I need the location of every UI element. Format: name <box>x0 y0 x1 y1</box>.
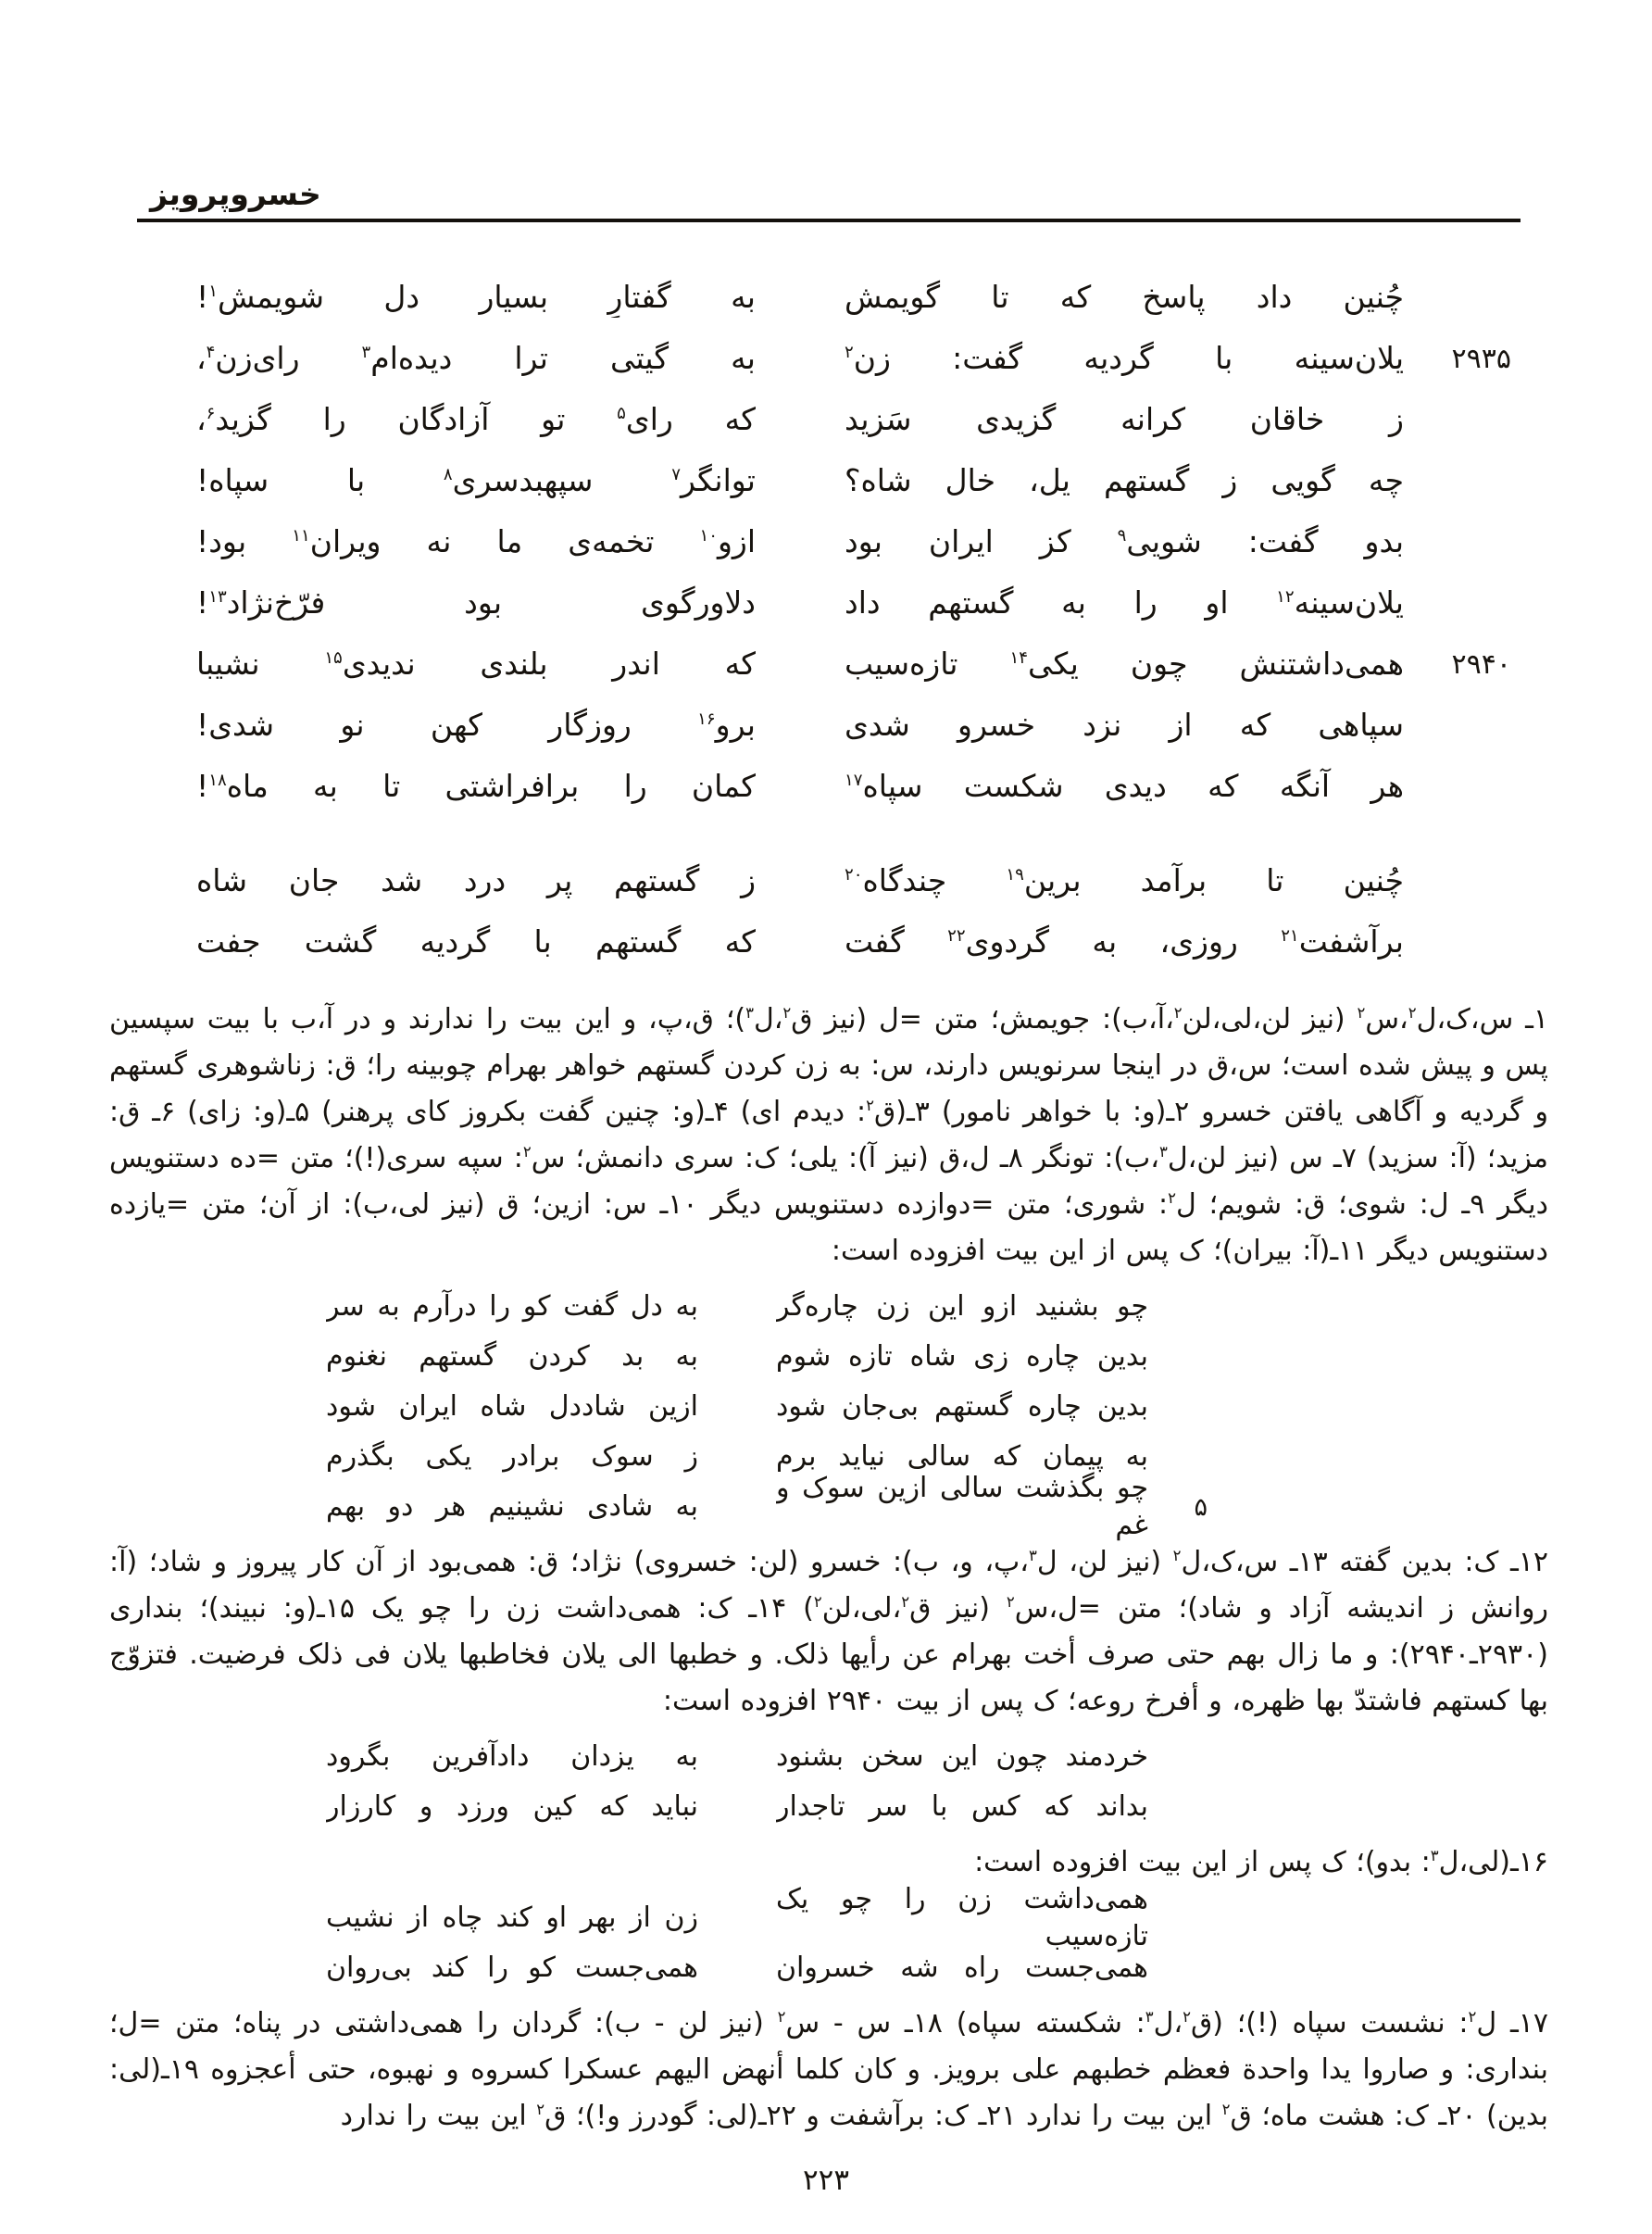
hemistich-first: بدین چاره گستهم بی‌جان شود <box>776 1389 1148 1423</box>
couplet <box>326 1471 1208 1541</box>
couplet <box>196 328 1511 389</box>
hemistich-first: ز خاقان کرانه گزیدی سَزید <box>845 400 1404 437</box>
hemistich-first: بدین چاره زی شاه تازه شوم <box>776 1339 1148 1373</box>
couplet <box>326 1382 1208 1432</box>
apparatus-paragraph: ۱ـ س،ک،ل$^۲$،س$^۲$ (نیز لن،لی،لن$^۲$،آ،ب): جویمش؛ متن =ل (نیز ق$^۲$،ل$^۳$)؛ ق،پ، و این بیت را ندارند و در آ،ب با بیت سپسین پس و پیش شده است؛ س،ق در اینجا سرنویس دارند، س: به زن کردن گستهم خواهر بهرام چوبینه را؛ ق: زناشوهری گستهم و گردیه و آگاهی یافتن خسرو ۲ـ(و: با خواهر نامور) ۳ـ(ق$^۲$: دیدم ای) ۴ـ(و: چنین گفت بکروز کای پرهنر) ۵ـ(و: زای) ۶ـ ق: مزید؛ (آ: سزید) ۷ـ س (نیز لن،ل$^۳$،ب): تونگر ۸ـ ل،ق (نیز آ): یلی؛ ک: سری دانمش؛ س$^۲$: سپه سری(!)؛ متن =ده دستنویس دیگر ۹ـ ل: شوی؛ ق: شویم؛ ل$^۲$: شوری؛ متن =دوازده دستنویس دیگر ۱۰ـ س: ازین؛ ق (نیز لی،ب): از آن؛ متن =یازده دستنویس دیگر ۱۱ـ(آ: بیران)؛ ک پس از این بیت افزوده است: <box>109 1003 1548 1267</box>
couplet <box>196 389 1511 450</box>
couplet <box>196 267 1511 328</box>
hemistich-second: به بد کردن گستهم نغنوم <box>326 1339 698 1373</box>
footnote-ref: ۳ <box>1145 2008 1154 2026</box>
footnote-ref: ۲ <box>1221 2101 1231 2118</box>
hemistich-first: بدو گفت: شویی$^۹$ کز ایران بود <box>845 522 1404 559</box>
hemistich-second: زن از بهر او کند چاه از نشیب <box>326 1901 698 1934</box>
couplet <box>196 850 1511 911</box>
footnote-ref: ۲ <box>1408 1004 1417 1022</box>
footnote-ref: ۲ <box>813 1593 822 1611</box>
hemistich-first: خردمند چون این سخن بشنود <box>776 1739 1148 1773</box>
hemistich-first: یلان‌سینه$^{۱۲}$ او را به گستهم داد <box>845 584 1404 621</box>
chapter-title: خسروپرویز <box>150 176 321 212</box>
footnote-ref: ۱۲ <box>1276 586 1295 607</box>
footnote-ref: ۱ <box>208 281 218 301</box>
hemistich-first: سپاهی که از نزد خسرو شدی <box>845 706 1404 743</box>
footnote-ref: ۱۷ <box>845 770 863 790</box>
hemistich-first: یلان‌سینه با گردیه گفت: زن$^۲$ <box>845 339 1404 376</box>
footnote-ref: ۲ <box>1468 2008 1477 2026</box>
verse-number: ۵ <box>1194 1492 1208 1522</box>
footnote-ref: ۱۸ <box>208 770 227 790</box>
footnote-ref: ۲ <box>777 2008 786 2026</box>
footnote-ref: ۳ <box>361 342 371 362</box>
page-number: ۲۲۳ <box>803 2164 849 2197</box>
hemistich-second: همی‌جست کو را کند بی‌روان <box>326 1951 698 1984</box>
footnote-ref: ۲ <box>901 1593 910 1611</box>
footnote-ref: ۱۰ <box>699 525 718 546</box>
poem <box>0 267 1652 973</box>
apparatus-paragraph: ۱۷ـ ل$^۲$: نشست سپاه (!)؛ (ق$^۲$،ل$^۳$: شکسته سپاه) ۱۸ـ س - س$^۲$ (نیز لن - ب): گردان را همی‌داشتی در پناه؛ متن =ل؛ بنداری: و صاروا یدا واحدة فعظم خطبهم علی برویز. و کان کلما أنهض الیهم عسکرا کسروه و نهبوه، حتی أعجزوه ۱۹ـ(لی: بدین) ۲۰ـ ک: هشت ماه؛ ق$^۲$ این بیت را ندارد ۲۱ـ ک: برآشفت و ۲۲ـ(لی: گودرز و!)؛ ق$^۲$ این بیت را ندارد <box>109 2007 1549 2132</box>
hemistich-second: ز گستهم پر درد شد جان شاه <box>196 861 756 898</box>
couplet <box>196 911 1511 973</box>
hemistich-first: چو بگذشت سالی ازین سوک و غم <box>776 1471 1148 1541</box>
footnote-ref: ۱۱ <box>292 525 310 546</box>
footnote-ref: ۱۹ <box>1006 864 1024 885</box>
hemistich-second: ازین شاددل شاه ایران شود <box>326 1389 698 1423</box>
hemistich-second: دلاورگوی بود فرّخ‌نژاد$^{۱۳}$! <box>196 584 756 621</box>
hemistich-second: به دل گفت کو را درآرم به سر <box>326 1289 698 1323</box>
footnote-ref: ۱۶ <box>697 709 716 729</box>
verse-number: ۲۹۳۵ <box>1451 342 1511 375</box>
hemistich-second: برو$^{۱۶}$ روزگار کهن نو شدی! <box>196 706 756 743</box>
hemistich-first: چو بشنید ازو این زن چاره‌گر <box>776 1289 1148 1323</box>
footnote-ref: ۲ <box>1183 2008 1191 2026</box>
couplet <box>326 1882 1208 1952</box>
footnote-ref: ۱۵ <box>324 647 343 668</box>
couplet <box>196 695 1511 756</box>
footnote-ref: ۲ <box>522 1143 532 1161</box>
hemistich-first: برآشفت$^{۲۱}$ روزی، به گردوی$^{۲۲}$ گفت <box>845 922 1404 960</box>
footnote-ref: ۲ <box>536 2101 545 2118</box>
hemistich-first: چُنین داد پاسخ که تا گویمش <box>845 278 1404 315</box>
hemistich-second: به شادی نشینیم هر دو بهم <box>326 1489 698 1523</box>
hemistich-second: نباید که کین ورزد و کارزار <box>326 1789 698 1823</box>
apparatus-paragraph: ۱۲ـ ک: بدین گفته ۱۳ـ س،ک،ل$^۲$ (نیز لن، ل$^۳$،پ، و، ب): خسرو (لن: خسروی) نژاد؛ ق: همی‌بود از آن کار پیروز و شاد؛ (آ: روانش ز اندیشه آزاد و شاد)؛ متن =ل،س$^۲$ (نیز ق$^۲$،لی،لن$^۲$) ۱۴ـ ک: همی‌داشت زن را چو یک ۱۵ـ(و: نبیند)؛ بنداری (۲۹۳۰ـ۲۹۴۰): و ما زال بهم حتی صرف أخت بهرام عن رأیها ذلک. و خطبها الی یلان فخاطبها یلان فی ذلک فرضیت. فتزوّج بها کستهم فاشتدّ بها ظهره، و أفرخ روعه؛ ک پس از بیت ۲۹۴۰ افزوده است: <box>109 1546 1548 1717</box>
couplet <box>326 1732 1208 1782</box>
couplet <box>326 1282 1208 1332</box>
hemistich-first: چه گویی ز گستهم یل، خال شاه؟ <box>845 461 1404 498</box>
apparatus-paragraph: ۱۶ـ(لی،ل$^۳$: بدو)؛ ک پس از این بیت افزوده است: <box>974 1846 1548 1878</box>
footnote-ref: ۷ <box>671 464 681 484</box>
couplet <box>196 450 1511 511</box>
footnote-ref: ۲۱ <box>1281 925 1299 946</box>
footnote-ref: ۳ <box>1158 1143 1168 1161</box>
couplet <box>196 634 1511 695</box>
added-verses-block <box>326 1282 1208 1541</box>
footnote-ref: ۴ <box>206 342 216 362</box>
footnote-ref: ۲ <box>1172 1547 1182 1564</box>
hemistich-first: همی‌جست راه شه خسروان <box>776 1951 1148 1984</box>
footnote-ref: ۲ <box>866 1097 874 1114</box>
hemistich-second: توانگر$^۷$ سپهبدسری$^۸$ با سپاه! <box>196 461 756 498</box>
hemistich-first: همی‌داشتنش چون یکی$^{۱۴}$ تازه‌سیب <box>845 645 1404 682</box>
hemistich-second: به گفتارِ بسیار دل شویمش$^۱$! <box>196 278 756 315</box>
hemistich-second: ز سوک برادر یکی بگذرم <box>326 1439 698 1473</box>
couplet <box>196 756 1511 817</box>
hemistich-second: به یزدان دادآفرین بگرود <box>326 1739 698 1773</box>
footnote-ref: ۲ <box>1168 1189 1176 1207</box>
footnote-ref: ۳ <box>1430 1847 1439 1864</box>
header-rule <box>137 219 1521 222</box>
hemistich-second: ازو$^{۱۰}$ تخمه‌ی ما نه ویران$^{۱۱}$ بود! <box>196 522 756 559</box>
hemistich-second: که اندر بلندی ندیدی$^{۱۵}$ نشیبا <box>196 645 756 682</box>
footnote-ref: ۶ <box>206 403 216 423</box>
footnote-ref: ۲ <box>1006 1593 1015 1611</box>
footnote-ref: ۵ <box>617 403 626 423</box>
hemistich-first: به پیمان که سالی نیاید برم <box>776 1439 1148 1473</box>
couplet <box>196 572 1511 634</box>
footnote-ref: ۸ <box>443 464 453 484</box>
hemistich-first: بداند که کس با سر تاجدار <box>776 1789 1148 1823</box>
couplet <box>326 1782 1208 1832</box>
footnote-ref: ۲۰ <box>845 864 863 885</box>
footnote-ref: ۹ <box>1117 525 1127 546</box>
couplet <box>196 511 1511 572</box>
added-verses-block <box>326 1732 1208 1832</box>
page-header <box>137 176 1521 222</box>
footnote-ref: ۲ <box>782 1004 792 1022</box>
hemistich-second: که رای$^۵$ تو آزادگان را گزید$^۶$، <box>196 400 756 437</box>
hemistich-second: به گیتی ترا دیده‌ام$^۳$ رای‌زن$^۴$، <box>196 339 756 376</box>
footnotes <box>109 997 1548 2140</box>
hemistich-first: هر آنگه که دیدی شکست سپاه$^{۱۷}$ <box>845 767 1404 804</box>
footnote-ref: ۳ <box>1028 1547 1037 1564</box>
footnote-ref: ۲۲ <box>947 925 966 946</box>
footnote-ref: ۲ <box>1357 1004 1366 1022</box>
couplet <box>326 1332 1208 1382</box>
footnote-ref: ۲ <box>845 342 854 362</box>
footnote-ref: ۱۴ <box>1009 647 1028 668</box>
added-verses-block <box>326 1882 1208 1993</box>
hemistich-second: کمان را برافراشتی تا به ماه$^{۱۸}$! <box>196 767 756 804</box>
hemistich-first: همی‌داشت زن را چو یک تازه‌سیب <box>776 1882 1148 1952</box>
footnote-ref: ۲ <box>1173 1004 1183 1022</box>
hemistich-first: چُنین تا برآمد برین$^{۱۹}$ چندگاه$^{۲۰}$ <box>845 861 1404 898</box>
footnote-ref: ۳ <box>745 1004 754 1022</box>
hemistich-second: که گستهم با گردیه گشت جفت <box>196 922 756 960</box>
couplet <box>326 1943 1208 1993</box>
footnote-ref: ۱۳ <box>208 586 227 607</box>
verse-number: ۲۹۴۰ <box>1451 647 1511 681</box>
